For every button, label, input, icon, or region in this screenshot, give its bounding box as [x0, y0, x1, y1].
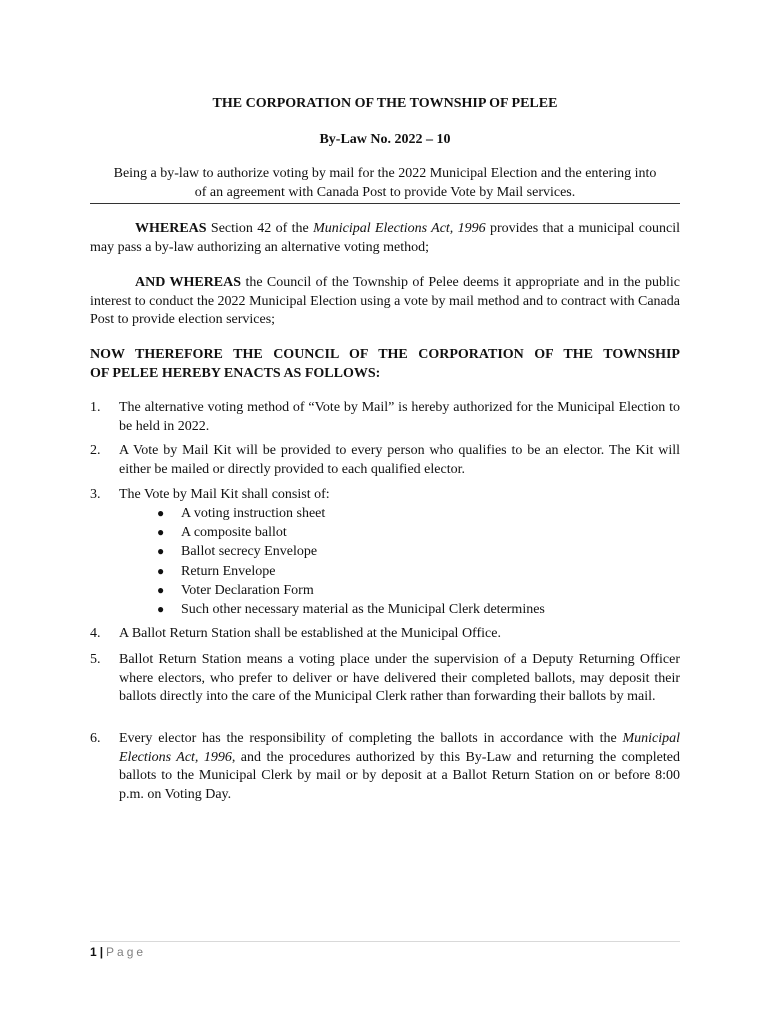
clause-6-text-a: Every elector has the responsibility of completing the ballots in accordance with the	[119, 731, 623, 746]
bullet-icon: ●	[157, 601, 165, 616]
page-number: 1	[90, 945, 97, 959]
whereas-1-text-b: provides that a municipal council may pass a by-law authorizing an alternative voting method;	[90, 221, 680, 255]
title-divider	[90, 203, 680, 204]
page-footer	[90, 944, 146, 960]
enacting-clause	[90, 345, 680, 383]
whereas-paragraph-2	[90, 274, 680, 330]
whereas-lead: WHEREAS	[135, 221, 207, 236]
and-whereas-lead: AND WHEREAS	[135, 275, 242, 290]
list-item-text: A voting instruction sheet	[181, 506, 326, 521]
clause-5	[90, 651, 680, 707]
clause-text: The alternative voting method of “Vote by Mail” is hereby authorized for the Municipal Election to be held in 2022.	[119, 400, 680, 434]
clause-number: 6.	[90, 731, 101, 746]
list-item	[157, 542, 657, 561]
clause-3	[90, 486, 680, 505]
clause-text	[119, 730, 680, 804]
clause-text: A Ballot Return Station shall be established at the Municipal Office.	[119, 626, 501, 641]
list-item	[157, 581, 657, 600]
clause-number: 5.	[90, 652, 101, 667]
list-item-text: A composite ballot	[181, 525, 287, 541]
clause-text: Ballot Return Station means a voting place under the supervision of a Deputy Returning Officer where electors, who prefer to deliver or have delivered their completed ballots, may deposit their ballots directly into the care of the Municipal Clerk rather than forwarding their ballots by mail.	[119, 652, 680, 704]
list-item-text: Return Envelope	[181, 563, 276, 579]
bullet-icon: ●	[157, 582, 165, 597]
bullet-icon: ●	[157, 563, 165, 578]
page-label: Page	[106, 945, 147, 959]
whereas-1-text-a: Section 42 of the	[206, 221, 314, 236]
clause-number: 1.	[90, 400, 101, 415]
clause-number: 2.	[90, 443, 101, 458]
clause-number: 3.	[90, 487, 101, 502]
list-item	[157, 562, 657, 581]
enacting-clause-line-2: OF PELEE HEREBY ENACTS AS FOLLOWS:	[90, 366, 381, 381]
page-separator: |	[99, 945, 104, 959]
whereas-paragraph-1	[90, 220, 680, 257]
enacting-clause-line-1: NOW THEREFORE THE COUNCIL OF THE CORPORATION OF THE TOWNSHIP	[90, 347, 680, 362]
list-item-text: Ballot secrecy Envelope	[181, 544, 318, 560]
act-reference: Municipal Elections Act, 1996	[313, 221, 486, 236]
clause-text: A Vote by Mail Kit will be provided to every person who qualifies to be an elector. The Kit will either be mailed or directly provided to each qualified elector.	[119, 443, 680, 477]
clause-2	[90, 442, 680, 479]
bullet-icon: ●	[157, 544, 165, 559]
bullet-icon: ●	[157, 525, 165, 540]
clause-6	[90, 730, 680, 804]
whereas-2-text: the Council of the Township of Pelee deems it appropriate and in the public interest to conduct the 2022 Municipal Election using a vote by mail method and to contract with Canada Post to provide election services;	[90, 275, 680, 327]
clause-number: 4.	[90, 626, 101, 641]
act-reference: Municipal Elections Act, 1996	[119, 731, 680, 765]
list-item-text: Voter Declaration Form	[181, 582, 314, 598]
bylaw-number: By-Law No. 2022 – 10	[319, 132, 451, 147]
clause-1	[90, 399, 680, 436]
list-item	[157, 504, 657, 523]
clause-text: The Vote by Mail Kit shall consist of:	[119, 487, 330, 502]
corporation-title: THE CORPORATION OF THE TOWNSHIP OF PELEE	[212, 96, 558, 111]
bylaw-subtitle	[90, 165, 680, 202]
list-item	[157, 523, 657, 542]
clause-4	[90, 625, 680, 644]
subtitle-line-1: Being a by-law to authorize voting by mail for the 2022 Municipal Election and the entering into	[113, 166, 657, 181]
kit-contents-list	[157, 504, 657, 619]
clause-6-text-b: , and the procedures authorized by this By-Law and returning the completed ballots to the Municipal Clerk by mail or by deposit at a Ballot Return Station on or before 8:00 p.m. on Voting Day.	[119, 749, 680, 802]
document-page	[90, 0, 680, 1024]
list-item	[157, 600, 657, 619]
footer-divider	[90, 941, 680, 942]
subtitle-line-2: of an agreement with Canada Post to provide Vote by Mail services.	[194, 184, 576, 200]
list-item-text: Such other necessary material as the Municipal Clerk determines	[181, 601, 545, 617]
bullet-icon: ●	[157, 506, 165, 520]
